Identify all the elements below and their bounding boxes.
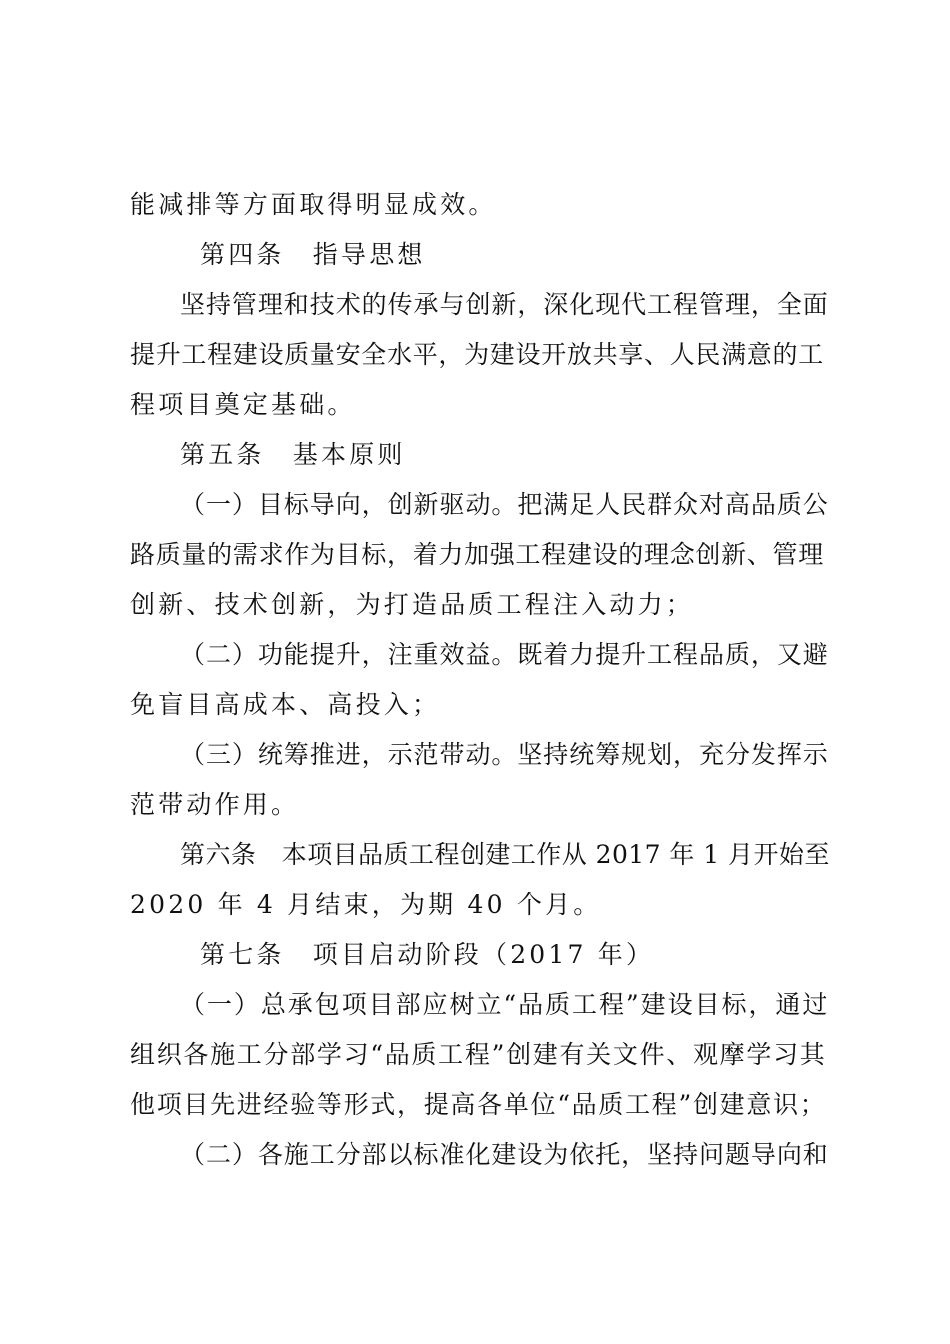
paragraph-line: 程项目奠定基础。	[130, 390, 356, 419]
paragraph-line: 坚持管理和技术的传承与创新，深化现代工程管理，全面	[180, 290, 829, 319]
paragraph-line: 创新、技术创新，为打造品质工程注入动力；	[130, 590, 695, 619]
paragraph-line: 能减排等方面取得明显成效。	[130, 190, 497, 219]
article-heading: 第七条 项目启动阶段（2017 年）	[200, 940, 655, 969]
paragraph-line: 2020 年 4 月结束，为期 40 个月。	[130, 890, 602, 919]
article-heading: 第五条 基本原则	[180, 440, 406, 469]
article-heading: 第四条 指导思想	[200, 240, 426, 269]
paragraph-line: 组织各施工分部学习“品质工程”创建有关文件、观摩学习其	[130, 1040, 827, 1069]
paragraph-line: 路质量的需求作为目标，着力加强工程建设的理念创新、管理	[130, 540, 824, 569]
paragraph-line: （二）功能提升，注重效益。既着力提升工程品质，又避	[180, 640, 829, 669]
paragraph-line: 免盲目高成本、高投入；	[130, 690, 441, 719]
paragraph-line: （二）各施工分部以标准化建设为依托，坚持问题导向和	[180, 1140, 829, 1169]
paragraph-line: （一）目标导向，创新驱动。把满足人民群众对高品质公	[180, 490, 829, 519]
paragraph-line: （三）统筹推进，示范带动。坚持统筹规划，充分发挥示	[180, 740, 829, 769]
paragraph-line: 范带动作用。	[130, 790, 300, 819]
paragraph-line: 提升工程建设质量安全水平，为建设开放共享、人民满意的工	[130, 340, 824, 369]
paragraph-line: 他项目先进经验等形式，提高各单位“品质工程”创建意识；	[130, 1090, 827, 1119]
paragraph-line: （一）总承包项目部应树立“品质工程”建设目标，通过	[180, 990, 830, 1019]
article-heading: 第六条 本项目品质工程创建工作从 2017 年 1 月开始至	[180, 840, 830, 869]
